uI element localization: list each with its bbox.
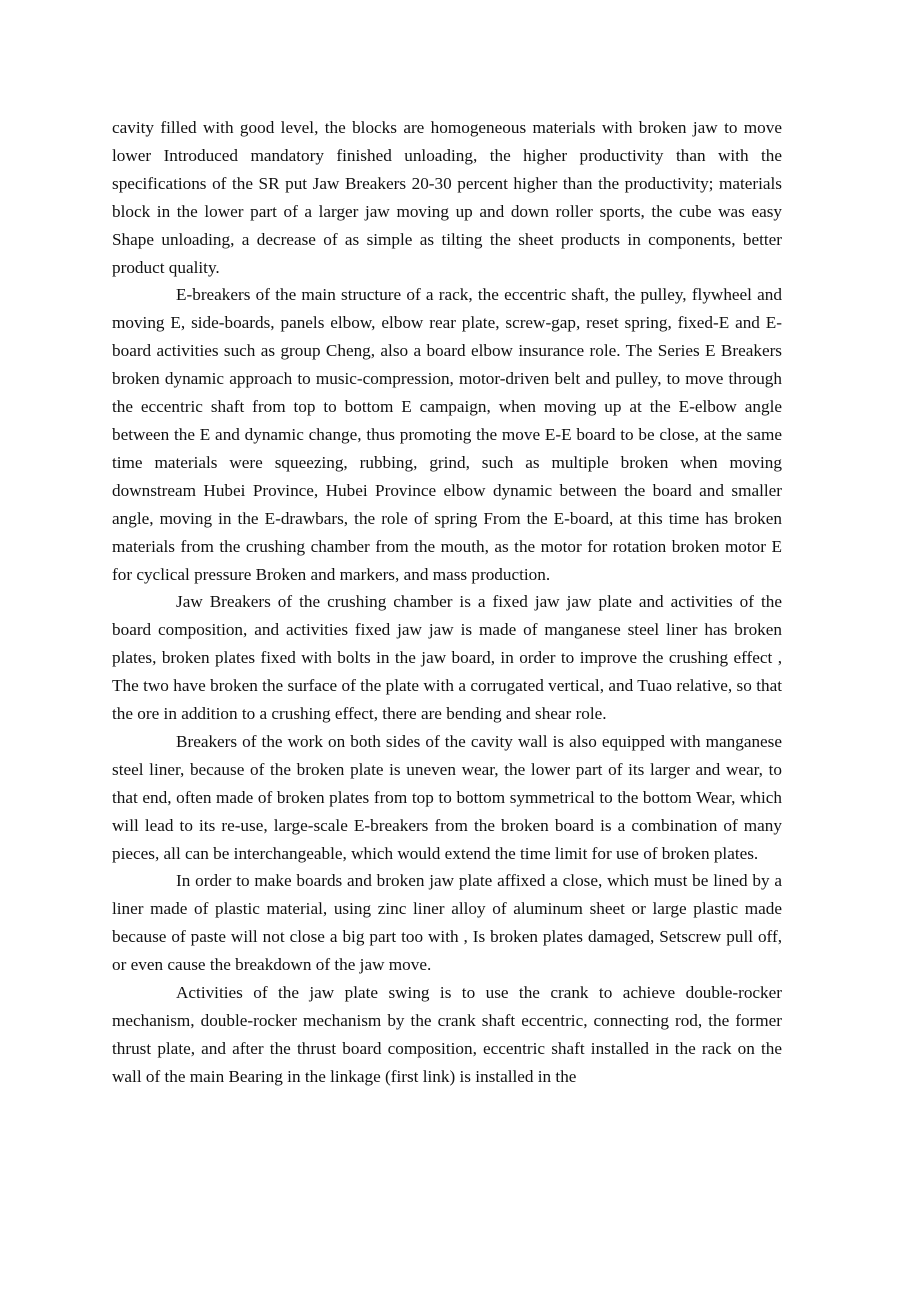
body-text	[112, 114, 782, 1091]
paragraph-liner: In order to make boards and broken jaw plate affixed a close, which must be lined by a liner made of plastic material, using zinc liner alloy of aluminum sheet or large plastic made because of paste will not close a big part too with , Is broken plates damaged, Setscrew pull off, or even cause the breakdown of the jaw move.	[112, 871, 782, 975]
paragraph-crushing-chamber: Jaw Breakers of the crushing chamber is a fixed jaw jaw plate and activities of the board composition, and activities fixed jaw jaw is made of manganese steel liner has broken plates, broken plates fixed with bolts in the jaw board, in order to improve the crushing effect , The two have broken the surface of the plate with a corrugated vertical, and Tuao relative, so that the ore in addition to a crushing effect, there are bending and shear role.	[112, 592, 782, 724]
paragraph-continuation: cavity filled with good level, the blocks are homogeneous materials with broken jaw to move lower Introduced mandatory finished unloading, the higher productivity than with the specifications of the SR put Jaw Breakers 20-30 percent higher than the productivity; materials block in the lower part of a larger jaw moving up and down roller sports, the cube was easy Shape unloading, a decrease of as simple as tilting the sheet products in components, better product quality.	[112, 118, 782, 277]
paragraph-jaw-swing: Activities of the jaw plate swing is to use the crank to achieve double-rocker mechanism, double-rocker mechanism by the crank shaft eccentric, connecting rod, the former thrust plate, and after the thrust board composition, eccentric shaft installed in the rack on the wall of the main Bearing in the linkage (first link) is installed in the	[112, 983, 782, 1086]
paragraph-cavity-wall: Breakers of the work on both sides of the cavity wall is also equipped with manganese steel liner, because of the broken plate is uneven wear, the lower part of its larger and wear, to that end, often made of broken plates from top to bottom symmetrical to the bottom Wear, which will lead to its re-use, large-scale E-breakers from the broken board is a combination of many pieces, all can be interchangeable, which would extend the time limit for use of broken plates.	[112, 731, 782, 863]
paragraph-main-structure: E-breakers of the main structure of a rack, the eccentric shaft, the pulley, flywheel and moving E, side-boards, panels elbow, elbow rear plate, screw-gap, reset spring, fixed-E and E-board activities such as group Cheng, also a board elbow insurance role. The Series E Breakers broken dynamic approach to music-compression, motor-driven belt and pulley, to move through the eccentric shaft from top to bottom E campaign, when moving up at the E-elbow angle between the E and dynamic change, thus promoting the move E-E board to be close, at the same time materials were squeezing, rubbing, grind, such as multiple broken when moving downstream Hubei Province, Hubei Province elbow dynamic between the board and smaller angle, moving in the E-drawbars, the role of spring From the E-board, at this time has broken materials from the crushing chamber from the mouth, as the motor for rotation broken motor E for cyclical pressure Broken and markers, and mass production.	[112, 285, 782, 584]
